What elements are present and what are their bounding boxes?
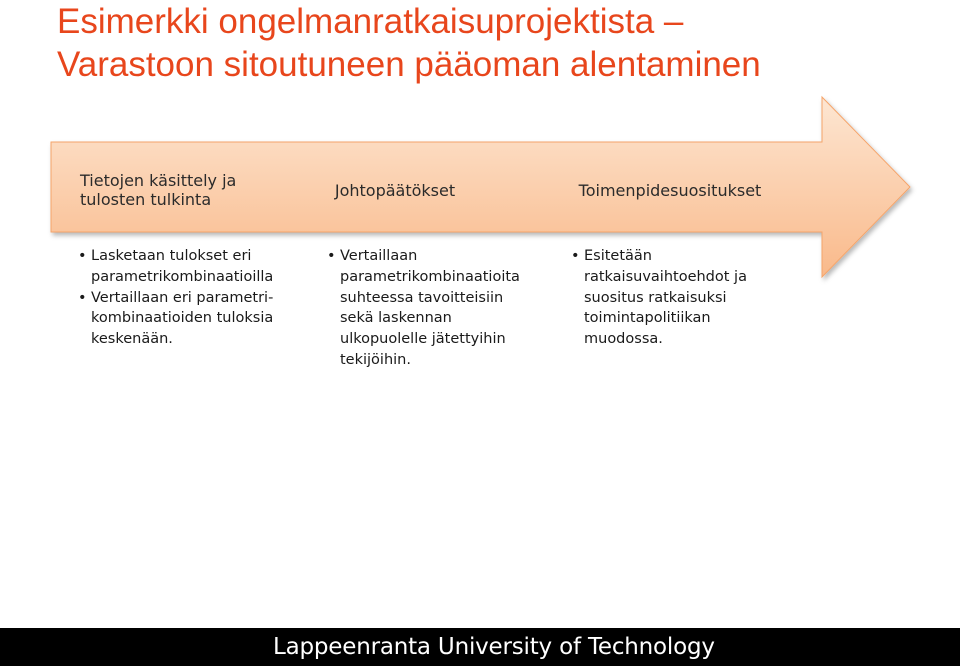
column-conclusions <box>327 246 547 371</box>
stage-recommendations <box>540 168 800 212</box>
bullet-line: suositus ratkaisuksi <box>584 289 727 306</box>
bullet-line: ratkaisuvaihtoehdot ja <box>584 268 747 285</box>
bullet-dot: • <box>327 248 336 264</box>
bullet-line: sekä laskennan <box>340 310 452 327</box>
footer-bar <box>0 628 960 666</box>
bullet-item <box>78 288 308 350</box>
bullet-line: Esitetään <box>584 248 652 264</box>
bullet-line: toimintapolitiikan <box>584 310 711 327</box>
stage-processing <box>80 168 280 212</box>
column-processing <box>78 246 308 350</box>
stage-processing-line-2: tulosten tulkinta <box>80 190 212 209</box>
stage-conclusions-label: Johtopäätökset <box>334 180 456 200</box>
bullet-item <box>78 246 308 288</box>
bullet-line: muodossa. <box>584 331 663 348</box>
stage-conclusions <box>290 168 500 212</box>
bullet-line: keskenään. <box>91 331 173 348</box>
bullet-dot: • <box>78 289 87 306</box>
bullet-line: Vertaillaan <box>340 248 418 264</box>
bullet-line: parametrikombinaatioita <box>340 268 520 285</box>
stage-processing-line-1: Tietojen käsittely ja <box>80 171 237 190</box>
bullet-line: suhteessa tavoitteisiin <box>340 289 504 306</box>
bullet-line: parametrikombinaatioilla <box>91 268 274 285</box>
bullet-dot: • <box>78 248 87 264</box>
bullet-item <box>327 246 547 371</box>
column-recommendations <box>571 246 791 350</box>
bullet-line: ulkopuolelle jätettyihin <box>340 331 506 348</box>
stage-recommendations-label: Toimenpidesuositukset <box>578 180 762 200</box>
university-logotype: Lappeenranta University of Technology <box>273 634 715 660</box>
bullet-item <box>571 246 791 350</box>
bullet-line: Lasketaan tulokset eri <box>91 248 252 264</box>
bullet-line: Vertaillaan eri parametri- <box>91 289 274 306</box>
bullet-line: tekijöihin. <box>340 351 411 368</box>
slide-title-line-1: Esimerkki ongelmanratkaisuprojektista – <box>57 2 684 41</box>
bullet-line: kombinaatioiden tuloksia <box>91 310 274 327</box>
slide-title-line-2: Varastoon sitoutuneen pääoman alentaminen <box>57 45 761 84</box>
bullet-dot: • <box>571 248 580 264</box>
